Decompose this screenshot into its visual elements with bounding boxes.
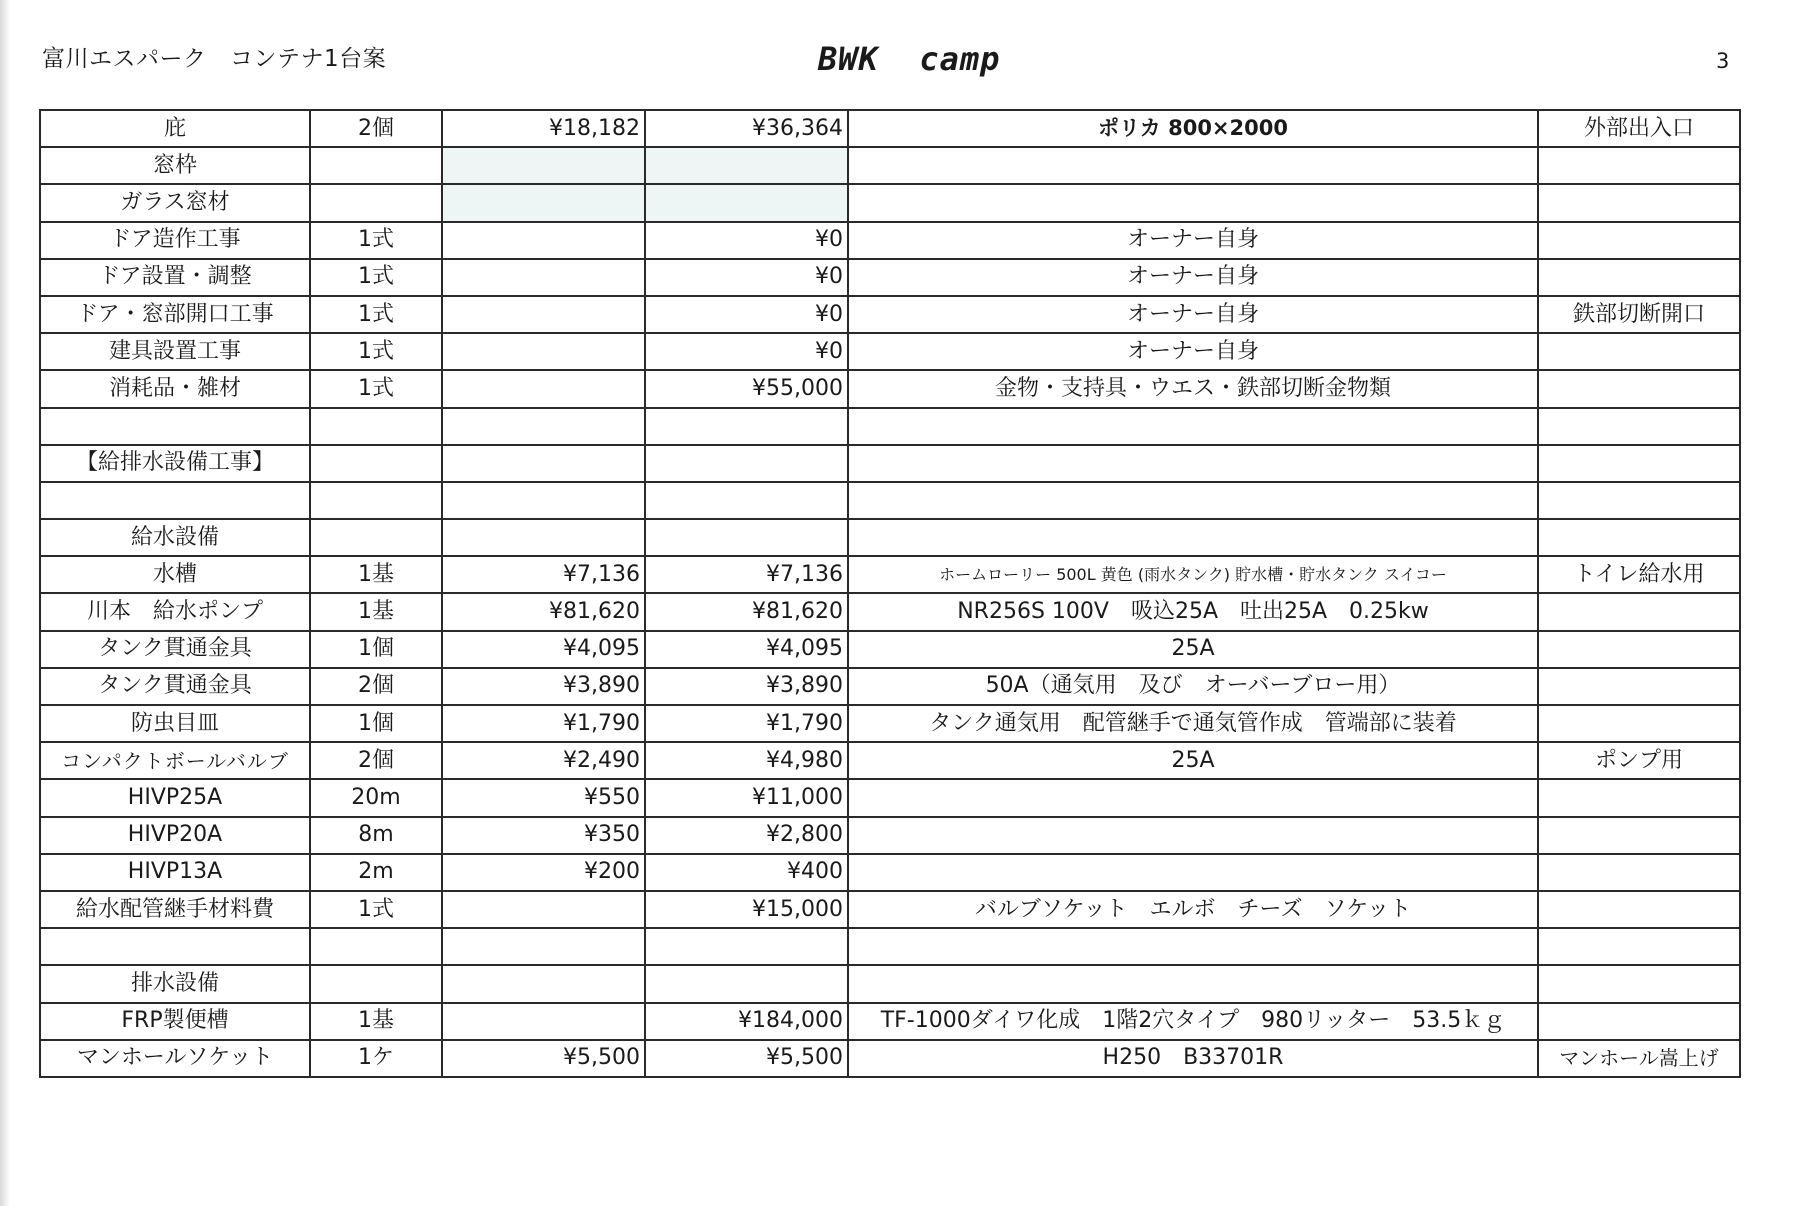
item-name-cell: 給水配管継手材料費 <box>40 891 310 928</box>
page-edge-shadow <box>0 0 10 1206</box>
quantity-cell: 1式 <box>310 333 442 370</box>
table-row <box>40 408 1740 445</box>
item-name-cell: HIVP13A <box>40 854 310 891</box>
item-name-cell: 水槽 <box>40 556 310 593</box>
remark-cell <box>1538 928 1740 965</box>
item-name-cell: ドア造作工事 <box>40 222 310 259</box>
table-row <box>40 259 1740 296</box>
table-row <box>40 184 1740 221</box>
note-cell: ポリカ 800×2000 <box>848 110 1538 147</box>
amount-cell: ¥3,890 <box>645 668 848 705</box>
quantity-cell: 2個 <box>310 110 442 147</box>
remark-cell <box>1538 668 1740 705</box>
table-row <box>40 482 1740 519</box>
quantity-cell <box>310 965 442 1002</box>
item-name-cell <box>40 408 310 445</box>
remark-cell <box>1538 222 1740 259</box>
quantity-cell: 20m <box>310 779 442 816</box>
note-cell: 25A <box>848 742 1538 779</box>
amount-cell <box>645 928 848 965</box>
remark-cell <box>1538 891 1740 928</box>
amount-cell: ¥4,980 <box>645 742 848 779</box>
quantity-cell <box>310 519 442 556</box>
remark-cell <box>1538 593 1740 630</box>
quantity-cell: 1基 <box>310 556 442 593</box>
unit-price-cell <box>442 1003 645 1040</box>
quantity-cell: 2m <box>310 854 442 891</box>
table-row <box>40 854 1740 891</box>
table-row <box>40 817 1740 854</box>
remark-cell: 外部出入口 <box>1538 110 1740 147</box>
unit-price-cell: ¥81,620 <box>442 593 645 630</box>
quantity-cell: 1基 <box>310 1003 442 1040</box>
quantity-cell: 1式 <box>310 370 442 407</box>
table-row <box>40 445 1740 482</box>
amount-cell: ¥4,095 <box>645 631 848 668</box>
item-name-cell: FRP製便槽 <box>40 1003 310 1040</box>
remark-cell <box>1538 705 1740 742</box>
unit-price-cell: ¥200 <box>442 854 645 891</box>
table-row <box>40 779 1740 816</box>
unit-price-cell <box>442 222 645 259</box>
quantity-cell: 2個 <box>310 742 442 779</box>
amount-cell <box>645 482 848 519</box>
table-row <box>40 593 1740 630</box>
note-cell <box>848 408 1538 445</box>
table-row <box>40 705 1740 742</box>
quantity-cell: 1個 <box>310 705 442 742</box>
note-cell: タンク通気用 配管継手で通気管作成 管端部に装着 <box>848 705 1538 742</box>
quantity-cell <box>310 445 442 482</box>
item-name-cell: 防虫目皿 <box>40 705 310 742</box>
remark-cell <box>1538 370 1740 407</box>
unit-price-cell <box>442 928 645 965</box>
item-name-cell: 排水設備 <box>40 965 310 1002</box>
note-cell: オーナー自身 <box>848 296 1538 333</box>
quantity-cell <box>310 184 442 221</box>
unit-price-cell <box>442 408 645 445</box>
item-name-cell: ドア設置・調整 <box>40 259 310 296</box>
amount-cell: ¥7,136 <box>645 556 848 593</box>
quantity-cell: 1基 <box>310 593 442 630</box>
amount-cell: ¥81,620 <box>645 593 848 630</box>
unit-price-cell <box>442 333 645 370</box>
quantity-cell: 1個 <box>310 631 442 668</box>
amount-cell <box>645 184 848 221</box>
amount-cell: ¥55,000 <box>645 370 848 407</box>
remark-cell <box>1538 482 1740 519</box>
amount-cell: ¥5,500 <box>645 1040 848 1077</box>
amount-cell <box>645 408 848 445</box>
note-cell <box>848 482 1538 519</box>
document-title: 富川エスパーク コンテナ1台案 <box>42 46 387 72</box>
amount-cell <box>645 445 848 482</box>
note-cell <box>848 519 1538 556</box>
table-row <box>40 742 1740 779</box>
estimate-table <box>39 109 1741 1078</box>
item-name-cell: ドア・窓部開口工事 <box>40 296 310 333</box>
table-row <box>40 556 1740 593</box>
amount-cell: ¥0 <box>645 222 848 259</box>
amount-cell: ¥0 <box>645 333 848 370</box>
amount-cell <box>645 519 848 556</box>
item-name-cell: 窓枠 <box>40 147 310 184</box>
quantity-cell: 1式 <box>310 222 442 259</box>
table-row <box>40 110 1740 147</box>
note-cell <box>848 147 1538 184</box>
note-cell: TF-1000ダイワ化成 1階2穴タイプ 980リッター 53.5ｋｇ <box>848 1003 1538 1040</box>
item-name-cell: コンパクトボールバルブ <box>40 742 310 779</box>
unit-price-cell: ¥5,500 <box>442 1040 645 1077</box>
remark-cell <box>1538 408 1740 445</box>
remark-cell: マンホール嵩上げ <box>1538 1040 1740 1077</box>
quantity-cell <box>310 928 442 965</box>
unit-price-cell: ¥350 <box>442 817 645 854</box>
item-name-cell: HIVP25A <box>40 779 310 816</box>
amount-cell: ¥2,800 <box>645 817 848 854</box>
item-name-cell <box>40 482 310 519</box>
remark-cell <box>1538 333 1740 370</box>
remark-cell <box>1538 1003 1740 1040</box>
remark-cell: トイレ給水用 <box>1538 556 1740 593</box>
amount-cell <box>645 147 848 184</box>
unit-price-cell <box>442 147 645 184</box>
table-row <box>40 928 1740 965</box>
item-name-cell <box>40 928 310 965</box>
unit-price-cell: ¥7,136 <box>442 556 645 593</box>
unit-price-cell: ¥18,182 <box>442 110 645 147</box>
item-name-cell: 庇 <box>40 110 310 147</box>
table-row <box>40 370 1740 407</box>
unit-price-cell <box>442 482 645 519</box>
remark-cell <box>1538 519 1740 556</box>
unit-price-cell <box>442 296 645 333</box>
quantity-cell <box>310 408 442 445</box>
quantity-cell: 1式 <box>310 891 442 928</box>
table-row <box>40 668 1740 705</box>
item-name-cell: マンホールソケット <box>40 1040 310 1077</box>
unit-price-cell: ¥550 <box>442 779 645 816</box>
unit-price-cell <box>442 891 645 928</box>
note-cell <box>848 779 1538 816</box>
unit-price-cell <box>442 259 645 296</box>
unit-price-cell: ¥3,890 <box>442 668 645 705</box>
note-cell <box>848 965 1538 1002</box>
item-name-cell: 消耗品・雑材 <box>40 370 310 407</box>
table-row <box>40 1040 1740 1077</box>
item-name-cell: 給水設備 <box>40 519 310 556</box>
remark-cell <box>1538 779 1740 816</box>
unit-price-cell: ¥1,790 <box>442 705 645 742</box>
remark-cell: 鉄部切断開口 <box>1538 296 1740 333</box>
page-number: 3 <box>1716 49 1730 73</box>
quantity-cell: 2個 <box>310 668 442 705</box>
amount-cell: ¥36,364 <box>645 110 848 147</box>
item-name-cell: 【給排水設備工事】 <box>40 445 310 482</box>
table-row <box>40 1003 1740 1040</box>
amount-cell: ¥15,000 <box>645 891 848 928</box>
amount-cell: ¥11,000 <box>645 779 848 816</box>
remark-cell <box>1538 854 1740 891</box>
remark-cell <box>1538 631 1740 668</box>
note-cell: オーナー自身 <box>848 333 1538 370</box>
table-row <box>40 891 1740 928</box>
unit-price-cell <box>442 519 645 556</box>
note-cell: バルブソケット エルボ チーズ ソケット <box>848 891 1538 928</box>
remark-cell: ポンプ用 <box>1538 742 1740 779</box>
quantity-cell <box>310 147 442 184</box>
table-row <box>40 519 1740 556</box>
item-name-cell: タンク貫通金具 <box>40 668 310 705</box>
table-row <box>40 147 1740 184</box>
table-row <box>40 631 1740 668</box>
note-cell: ホームローリー 500L 黄色 (雨水タンク) 貯水槽・貯水タンク スイコー <box>848 556 1538 593</box>
remark-cell <box>1538 147 1740 184</box>
note-cell: H250 B33701R <box>848 1040 1538 1077</box>
amount-cell: ¥184,000 <box>645 1003 848 1040</box>
quantity-cell <box>310 482 442 519</box>
item-name-cell: タンク貫通金具 <box>40 631 310 668</box>
unit-price-cell: ¥4,095 <box>442 631 645 668</box>
table-row <box>40 222 1740 259</box>
item-name-cell: HIVP20A <box>40 817 310 854</box>
table-row <box>40 296 1740 333</box>
amount-cell: ¥400 <box>645 854 848 891</box>
quantity-cell: 1式 <box>310 296 442 333</box>
remark-cell <box>1538 259 1740 296</box>
note-cell <box>848 928 1538 965</box>
remark-cell <box>1538 817 1740 854</box>
note-cell: オーナー自身 <box>848 259 1538 296</box>
note-cell <box>848 184 1538 221</box>
unit-price-cell <box>442 184 645 221</box>
note-cell: NR256S 100V 吸込25A 吐出25A 0.25kw <box>848 593 1538 630</box>
note-cell <box>848 817 1538 854</box>
unit-price-cell <box>442 965 645 1002</box>
table-row <box>40 333 1740 370</box>
note-cell: 金物・支持具・ウエス・鉄部切断金物類 <box>848 370 1538 407</box>
amount-cell: ¥0 <box>645 296 848 333</box>
quantity-cell: 1ケ <box>310 1040 442 1077</box>
amount-cell <box>645 965 848 1002</box>
note-cell: 25A <box>848 631 1538 668</box>
remark-cell <box>1538 184 1740 221</box>
note-cell: 50A（通気用 及び オーバーブロー用） <box>848 668 1538 705</box>
item-name-cell: ガラス窓材 <box>40 184 310 221</box>
note-cell: オーナー自身 <box>848 222 1538 259</box>
item-name-cell: 建具設置工事 <box>40 333 310 370</box>
note-cell <box>848 445 1538 482</box>
note-cell <box>848 854 1538 891</box>
unit-price-cell <box>442 370 645 407</box>
item-name-cell: 川本 給水ポンプ <box>40 593 310 630</box>
quantity-cell: 1式 <box>310 259 442 296</box>
brand-title: BWK camp <box>818 40 1001 78</box>
unit-price-cell <box>442 445 645 482</box>
table-row <box>40 965 1740 1002</box>
remark-cell <box>1538 445 1740 482</box>
amount-cell: ¥1,790 <box>645 705 848 742</box>
quantity-cell: 8m <box>310 817 442 854</box>
amount-cell: ¥0 <box>645 259 848 296</box>
remark-cell <box>1538 965 1740 1002</box>
unit-price-cell: ¥2,490 <box>442 742 645 779</box>
